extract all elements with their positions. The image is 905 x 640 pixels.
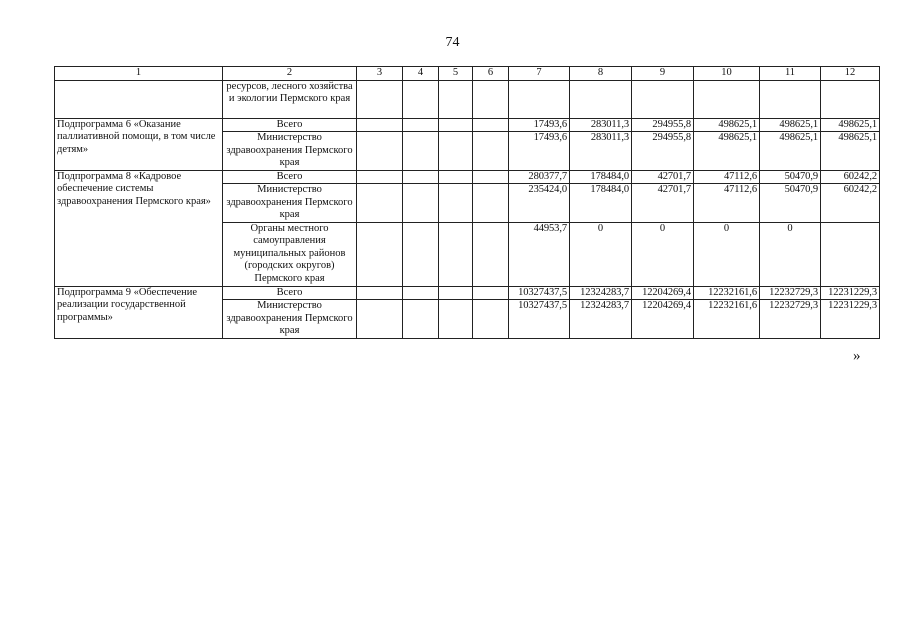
value-cell: 42701,7	[632, 184, 694, 223]
value-cell: 12232729,3	[760, 300, 821, 339]
value-cell	[473, 118, 509, 132]
value-cell: 10327437,5	[509, 300, 570, 339]
column-header: 7	[509, 67, 570, 81]
value-cell	[473, 300, 509, 339]
value-cell: 10327437,5	[509, 286, 570, 300]
value-cell: 12324283,7	[570, 300, 632, 339]
value-cell: 12232161,6	[694, 300, 760, 339]
value-cell	[694, 80, 760, 118]
value-cell	[439, 170, 473, 184]
value-cell	[357, 170, 403, 184]
value-cell	[439, 132, 473, 171]
column-header: 2	[223, 67, 357, 81]
value-cell	[473, 170, 509, 184]
value-cell	[357, 184, 403, 223]
value-cell: 294955,8	[632, 118, 694, 132]
table-row	[55, 286, 880, 300]
value-cell: 60242,2	[821, 184, 880, 223]
program-cell: Подпрограмма 9 «Обеспечение реализации государственной программы»	[55, 286, 223, 338]
value-cell: 235424,0	[509, 184, 570, 223]
value-cell: 498625,1	[760, 118, 821, 132]
value-cell: 178484,0	[570, 184, 632, 223]
value-cell	[632, 80, 694, 118]
executor-cell: Министерство здравоохранения Пермского края	[223, 300, 357, 339]
value-cell: 12231229,3	[821, 300, 880, 339]
value-cell	[821, 80, 880, 118]
value-cell	[357, 132, 403, 171]
program-cell	[55, 80, 223, 118]
value-cell: 50470,9	[760, 184, 821, 223]
value-cell: 12231229,3	[821, 286, 880, 300]
value-cell: 498625,1	[760, 132, 821, 171]
column-header: 4	[403, 67, 439, 81]
executor-cell: Всего	[223, 170, 357, 184]
value-cell	[403, 286, 439, 300]
value-cell: 12232729,3	[760, 286, 821, 300]
column-header: 1	[55, 67, 223, 81]
page-number: 74	[445, 35, 460, 50]
value-cell	[403, 118, 439, 132]
value-cell: 12232161,6	[694, 286, 760, 300]
table-row	[55, 80, 880, 118]
value-cell: 0	[760, 222, 821, 286]
value-cell: 50470,9	[760, 170, 821, 184]
value-cell	[403, 222, 439, 286]
column-header: 11	[760, 67, 821, 81]
table-row	[55, 118, 880, 132]
column-header: 5	[439, 67, 473, 81]
budget-table	[54, 66, 880, 339]
value-cell	[357, 80, 403, 118]
value-cell	[357, 118, 403, 132]
value-cell: 498625,1	[821, 118, 880, 132]
closing-quote-mark: »	[853, 348, 861, 364]
program-cell: Подпрограмма 8 «Кадровое обеспечение системы здравоохранения Пермского края»	[55, 170, 223, 286]
value-cell: 280377,7	[509, 170, 570, 184]
value-cell	[821, 222, 880, 286]
table-row	[55, 170, 880, 184]
value-cell	[439, 80, 473, 118]
value-cell: 47112,6	[694, 184, 760, 223]
column-header: 8	[570, 67, 632, 81]
value-cell: 0	[694, 222, 760, 286]
value-cell: 60242,2	[821, 170, 880, 184]
value-cell	[439, 222, 473, 286]
column-header: 6	[473, 67, 509, 81]
value-cell	[473, 222, 509, 286]
value-cell	[357, 286, 403, 300]
value-cell: 12204269,4	[632, 286, 694, 300]
value-cell	[570, 80, 632, 118]
value-cell	[357, 300, 403, 339]
value-cell	[403, 300, 439, 339]
column-header: 3	[357, 67, 403, 81]
value-cell: 12324283,7	[570, 286, 632, 300]
value-cell	[473, 80, 509, 118]
executor-cell: Органы местного самоуправления муниципальных районов (городских округов) Пермского края	[223, 222, 357, 286]
column-header: 9	[632, 67, 694, 81]
value-cell	[403, 170, 439, 184]
executor-cell: Всего	[223, 286, 357, 300]
value-cell: 0	[570, 222, 632, 286]
value-cell	[403, 80, 439, 118]
value-cell	[473, 286, 509, 300]
value-cell	[403, 132, 439, 171]
value-cell	[439, 118, 473, 132]
value-cell	[760, 80, 821, 118]
executor-cell: Министерство здравоохранения Пермского края	[223, 132, 357, 171]
value-cell: 498625,1	[821, 132, 880, 171]
value-cell	[439, 286, 473, 300]
value-cell: 17493,6	[509, 118, 570, 132]
value-cell	[439, 184, 473, 223]
value-cell: 498625,1	[694, 132, 760, 171]
executor-cell: ресурсов, лесного хозяйства и экологии Пермского края	[223, 80, 357, 118]
executor-cell: Министерство здравоохранения Пермского края	[223, 184, 357, 223]
value-cell	[403, 184, 439, 223]
value-cell: 178484,0	[570, 170, 632, 184]
value-cell	[473, 132, 509, 171]
value-cell: 44953,7	[509, 222, 570, 286]
value-cell: 294955,8	[632, 132, 694, 171]
value-cell	[509, 80, 570, 118]
executor-cell: Всего	[223, 118, 357, 132]
value-cell: 283011,3	[570, 132, 632, 171]
value-cell	[439, 300, 473, 339]
value-cell	[473, 184, 509, 223]
program-cell: Подпрограмма 6 «Оказание паллиативной помощи, в том числе детям»	[55, 118, 223, 170]
value-cell: 12204269,4	[632, 300, 694, 339]
column-header: 12	[821, 67, 880, 81]
value-cell: 283011,3	[570, 118, 632, 132]
value-cell: 498625,1	[694, 118, 760, 132]
value-cell: 47112,6	[694, 170, 760, 184]
value-cell	[357, 222, 403, 286]
column-header: 10	[694, 67, 760, 81]
header-row	[55, 67, 880, 81]
value-cell: 17493,6	[509, 132, 570, 171]
value-cell: 42701,7	[632, 170, 694, 184]
value-cell: 0	[632, 222, 694, 286]
